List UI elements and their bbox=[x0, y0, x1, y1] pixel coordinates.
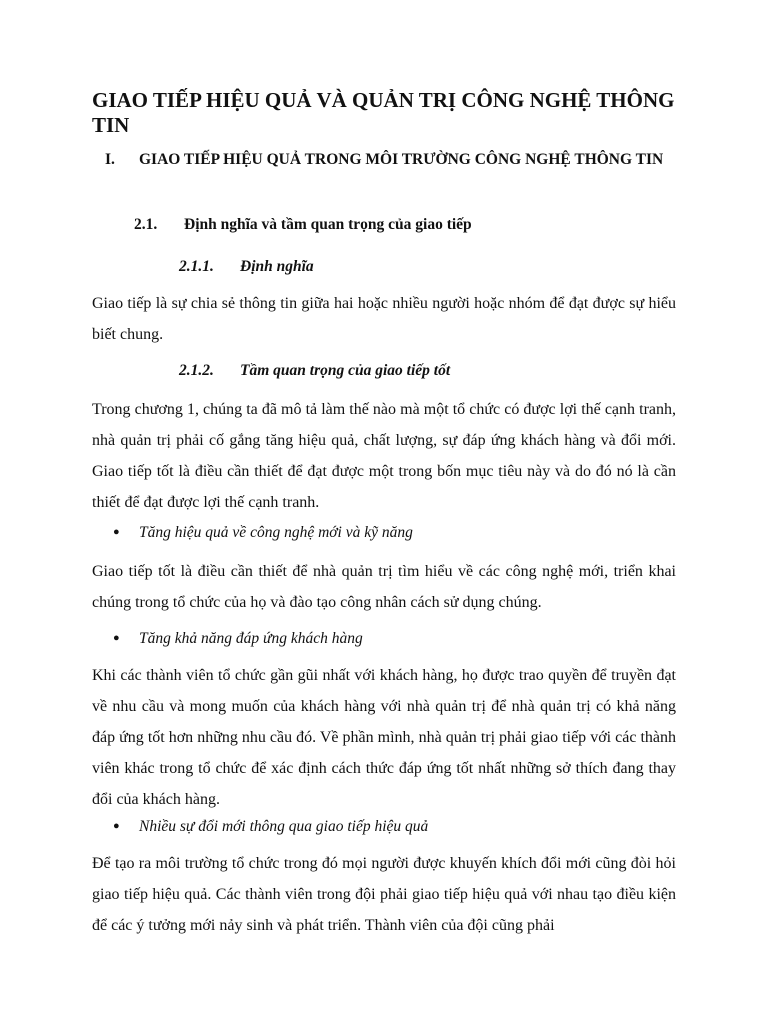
bullet-text: Nhiều sự đổi mới thông qua giao tiếp hiệu quả bbox=[139, 818, 429, 835]
bullet-item bbox=[113, 521, 413, 544]
paragraph-bullet-2: Khi các thành viên tổ chức gần gũi nhất với khách hàng, họ được trao quyền để truyền đạt về nhu cầu và mong muốn của khách hàng với nhà quản trị để nhà quản trị có khả năng đáp ứng tốt hơn những nhu cầu đó. Về phần mình, nhà quản trị phải giao tiếp với các thành viên khác trong tổ chức để xác định cách thức đáp ứng tốt nhất những sở thích đang thay đổi của khách hàng. bbox=[92, 667, 676, 808]
bullet-dot-icon: ● bbox=[113, 632, 120, 644]
document-title: GIAO TIẾP HIỆU QUẢ VÀ QUẢN TRỊ CÔNG NGHỆ THÔNG TIN bbox=[92, 88, 675, 137]
subsection-heading-2-1-1 bbox=[179, 256, 314, 278]
bullet-dot-icon: ● bbox=[113, 526, 120, 538]
section-heading-1 bbox=[105, 146, 695, 174]
subsection-title: Định nghĩa bbox=[240, 258, 314, 275]
paragraph-importance: Trong chương 1, chúng ta đã mô tả làm thế nào mà một tổ chức có được lợi thế cạnh tranh, nhà quản trị phải cố gắng tăng hiệu quả, chất lượng, sự đáp ứng khách hàng và đổi mới. Giao tiếp tốt là điều cần thiết để đạt được một trong bốn mục tiêu này và do đó nó là cần thiết để đạt được lợi thế cạnh tranh. bbox=[92, 401, 676, 511]
section-title: GIAO TIẾP HIỆU QUẢ TRONG MÔI TRƯỜNG CÔNG NGHỆ THÔNG TIN bbox=[139, 151, 664, 168]
subsection-number: 2.1.1. bbox=[179, 258, 214, 275]
bullet-dot-icon: ● bbox=[113, 820, 120, 832]
subsection-number: 2.1.2. bbox=[179, 362, 214, 379]
subsection-number: 2.1. bbox=[134, 216, 158, 233]
paragraph-bullet-1: Giao tiếp tốt là điều cần thiết để nhà quản trị tìm hiểu về các công nghệ mới, triển khai chúng trong tổ chức của họ và đào tạo công nhân cách sử dụng chúng. bbox=[92, 563, 676, 611]
paragraph-bullet-3: Để tạo ra môi trường tổ chức trong đó mọi người được khuyến khích đổi mới cũng đòi hỏi giao tiếp hiệu quả. Các thành viên trong đội phải giao tiếp hiệu quả với nhau tạo điều kiện để các ý tưởng mới nảy sinh và phát triển. Thành viên của đội cũng phải bbox=[92, 855, 676, 934]
subsection-title: Tầm quan trọng của giao tiếp tốt bbox=[240, 362, 451, 379]
subsection-heading-2-1 bbox=[134, 214, 472, 236]
paragraph-definition: Giao tiếp là sự chia sẻ thông tin giữa hai hoặc nhiều người hoặc nhóm để đạt được sự hiểu biết chung. bbox=[92, 295, 676, 343]
bullet-item bbox=[113, 627, 363, 650]
bullet-text: Tăng hiệu quả về công nghệ mới và kỹ năng bbox=[139, 524, 413, 541]
bullet-text: Tăng khả năng đáp ứng khách hàng bbox=[139, 630, 363, 647]
subsection-title: Định nghĩa và tầm quan trọng của giao tiếp bbox=[184, 216, 472, 233]
section-number: I. bbox=[105, 151, 115, 168]
subsection-heading-2-1-2 bbox=[179, 360, 450, 382]
bullet-item bbox=[113, 815, 428, 838]
